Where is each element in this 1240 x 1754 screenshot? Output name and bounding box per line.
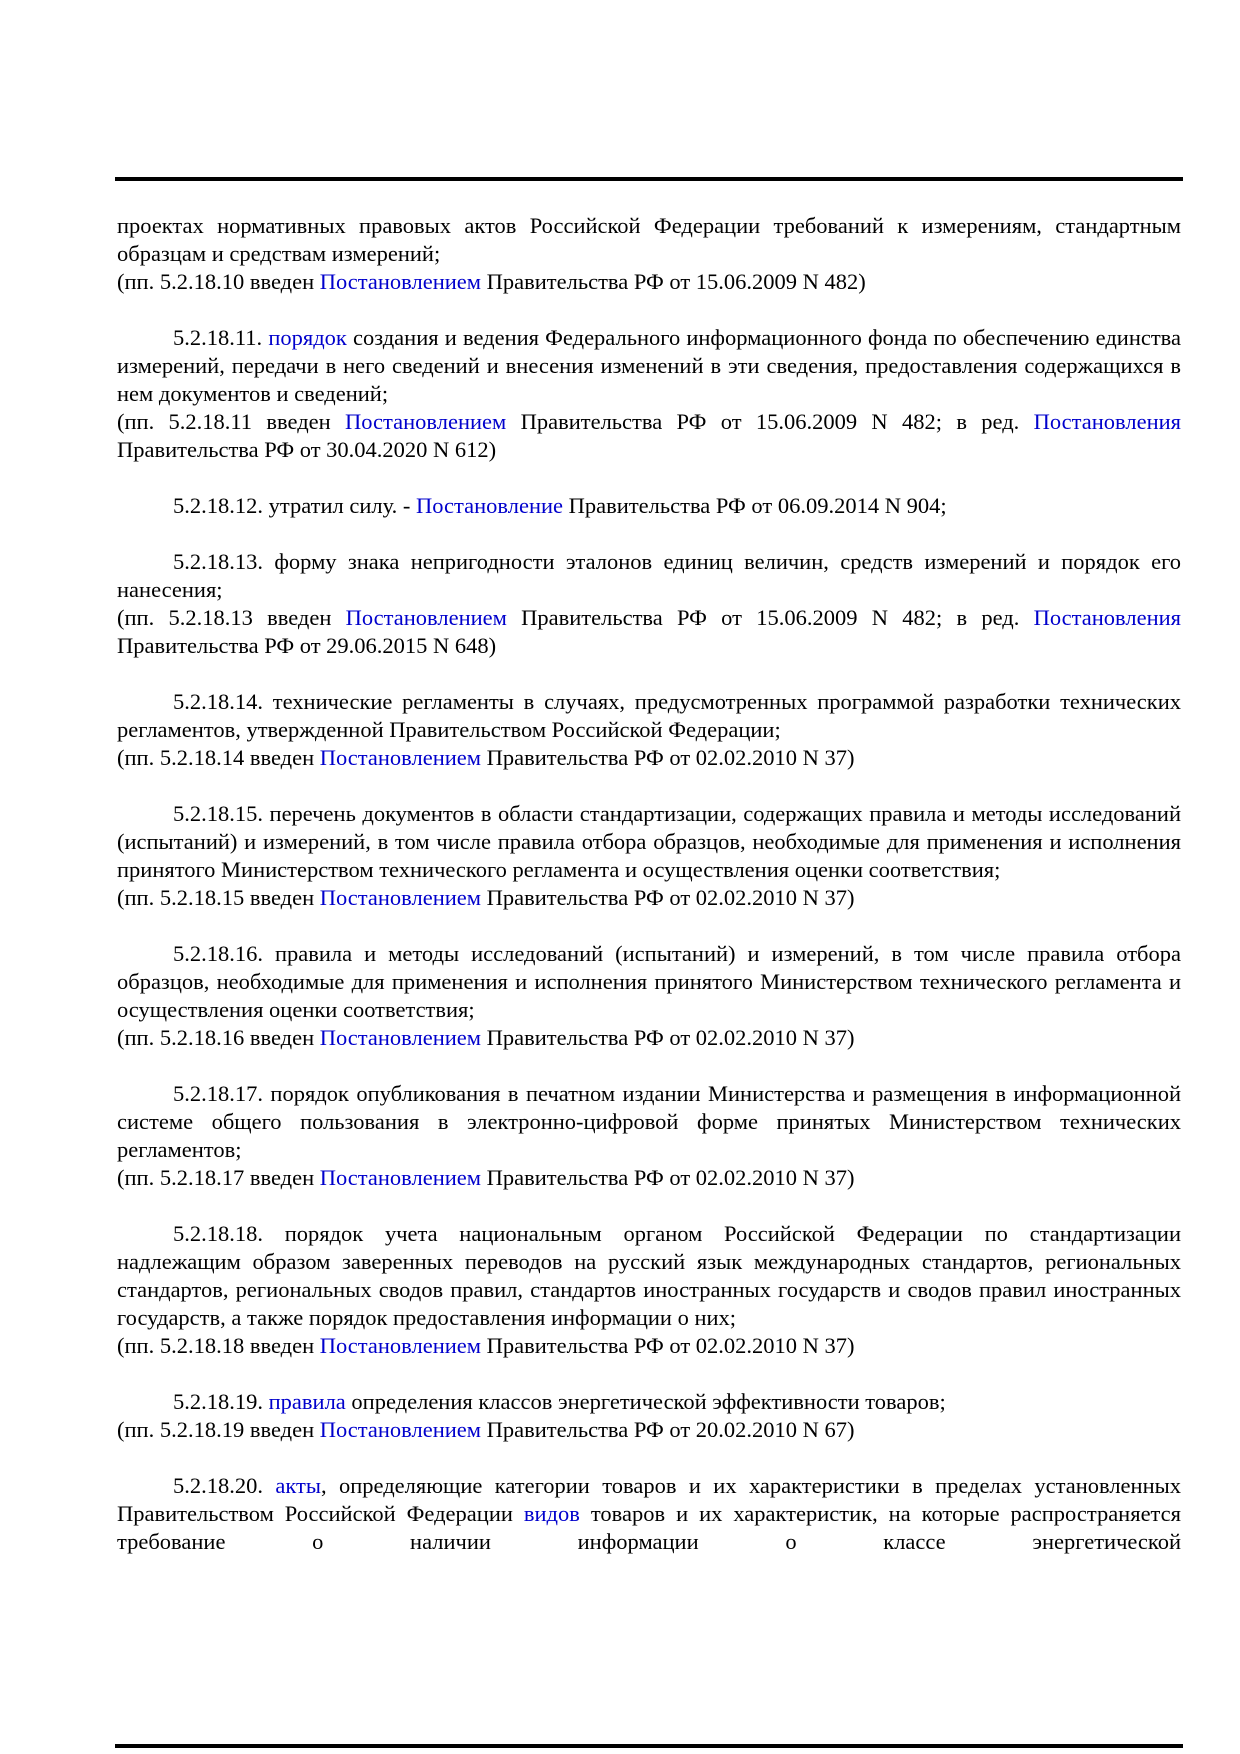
amendment-note (117, 408, 1181, 464)
text-segment: Правительства РФ от 15.06.2009 N 482; в ред. (506, 409, 1034, 434)
document-link[interactable]: акты (275, 1473, 321, 1498)
clause-block (117, 548, 1181, 660)
text-segment: Правительства РФ от 02.02.2010 N 37) (481, 885, 855, 910)
amendment-note (117, 1164, 1181, 1192)
amendment-note (117, 1416, 1181, 1444)
clause-paragraph (117, 1388, 1181, 1416)
text-segment: 5.2.18.13. форму знака непригодности эталонов единиц величин, средств измерений и порядок его нанесения; (117, 549, 1181, 602)
text-segment: (пп. 5.2.18.15 введен (117, 885, 320, 910)
document-link[interactable]: порядок (268, 325, 347, 350)
text-segment: Правительства РФ от 29.06.2015 N 648) (117, 633, 497, 658)
text-segment: 5.2.18.20. (173, 1473, 276, 1498)
document-link[interactable]: Постановлением (319, 1333, 482, 1358)
text-segment: Правительства РФ от 02.02.2010 N 37) (481, 1165, 855, 1190)
document-link[interactable]: Постановлением (319, 745, 482, 770)
document-link[interactable]: Постановлением (319, 1417, 482, 1442)
clause-block (117, 688, 1181, 772)
clause-block (117, 324, 1181, 464)
document-link[interactable]: Постановлением (345, 409, 507, 434)
clause-paragraph (117, 940, 1181, 1024)
amendment-note (117, 884, 1181, 912)
clause-block (117, 1388, 1181, 1444)
clause-paragraph (117, 548, 1181, 604)
clause-block (117, 1220, 1181, 1360)
clause-paragraph (117, 800, 1181, 884)
text-segment: (пп. 5.2.18.14 введен (117, 745, 320, 770)
amendment-note (117, 604, 1181, 660)
text-segment: 5.2.18.14. технические регламенты в случаях, предусмотренных программой разработки технических регламентов, утвержденной Правительством Российской Федерации; (117, 689, 1181, 742)
amendment-note (117, 1332, 1181, 1360)
amendment-note (117, 268, 1181, 296)
text-segment: (пп. 5.2.18.18 введен (117, 1333, 320, 1358)
document-link[interactable]: видов (523, 1501, 580, 1526)
text-segment: 5.2.18.15. перечень документов в области стандартизации, содержащих правила и методы исследований (испытаний) и измерений, в том числе правила отбора образцов, необходимые для применения и исполнения принятого Министерством технического регламента и осуществления оценки соответствия; (117, 801, 1181, 882)
clause-paragraph (117, 492, 1181, 520)
text-segment: (пп. 5.2.18.11 введен (117, 409, 345, 434)
text-segment: 5.2.18.11. (173, 325, 269, 350)
text-segment: Правительства РФ от 15.06.2009 N 482) (481, 269, 866, 294)
clause-block (117, 1472, 1181, 1556)
clause-block (117, 800, 1181, 912)
clause-block (117, 1080, 1181, 1192)
text-segment: (пп. 5.2.18.19 введен (117, 1417, 320, 1442)
clause-block (117, 940, 1181, 1052)
text-segment: определения классов энергетической эффективности товаров; (345, 1389, 946, 1414)
text-segment: (пп. 5.2.18.16 введен (117, 1025, 320, 1050)
document-link[interactable]: Постановления (1033, 605, 1182, 630)
text-segment: (пп. 5.2.18.10 введен (117, 269, 320, 294)
amendment-note (117, 744, 1181, 772)
clause-paragraph (117, 688, 1181, 744)
text-segment: Правительства РФ от 02.02.2010 N 37) (481, 745, 855, 770)
clause-paragraph (117, 324, 1181, 408)
text-segment: создания и ведения Федерального информационного фонда по обеспечению единства измерений, передачи в него сведений и внесения изменений в эти сведения, предоставления содержащихся в нем документов и сведений; (117, 325, 1181, 406)
text-segment: Правительства РФ от 15.06.2009 N 482; в ред. (506, 605, 1034, 630)
document-link[interactable]: Постановления (1033, 409, 1182, 434)
text-segment: Правительства РФ от 06.09.2014 N 904; (563, 493, 947, 518)
text-segment: , определяющие категории товаров и их характеристики в пределах установленных Правительством Российской Федерации (117, 1473, 1181, 1526)
clause-paragraph (117, 212, 1181, 268)
text-segment: 5.2.18.17. порядок опубликования в печатном издании Министерства и размещения в информационной системе общего пользования в электронно-цифровой форме принятых Министерством технических регламентов; (117, 1081, 1181, 1162)
text-segment: товаров и их характеристик, на которые распространяется требование о наличии информации о классе энергетической (117, 1501, 1182, 1554)
clause-block (117, 492, 1181, 520)
clause-block (117, 212, 1181, 296)
document-link[interactable]: Постановление (416, 493, 564, 518)
document-link[interactable]: Постановлением (319, 885, 482, 910)
clause-paragraph (117, 1080, 1181, 1164)
document-link[interactable]: Постановлением (319, 1025, 482, 1050)
text-segment: Правительства РФ от 20.02.2010 N 67) (481, 1417, 855, 1442)
text-segment: 5.2.18.12. утратил силу. - (173, 493, 416, 518)
document-link[interactable]: правила (268, 1389, 346, 1414)
clause-paragraph (117, 1472, 1181, 1556)
footer-rule (115, 1744, 1183, 1748)
text-segment: 5.2.18.18. порядок учета национальным органом Российской Федерации по стандартизации надлежащим образом заверенных переводов на русский язык международных стандартов, региональных стандартов, региональных сводов правил, стандартов иностранных государств и сводов правил иностранных государств, а также порядок предоставления информации о них; (117, 1221, 1181, 1330)
text-segment: Правительства РФ от 30.04.2020 N 612) (117, 437, 497, 462)
text-segment: Правительства РФ от 02.02.2010 N 37) (481, 1333, 855, 1358)
document-link[interactable]: Постановлением (319, 269, 482, 294)
clause-paragraph (117, 1220, 1181, 1332)
amendment-note (117, 1024, 1181, 1052)
text-segment: (пп. 5.2.18.13 введен (117, 605, 346, 630)
text-segment: 5.2.18.19. (173, 1389, 269, 1414)
header-rule (115, 177, 1183, 181)
document-link[interactable]: Постановлением (319, 1165, 482, 1190)
text-segment: проектах нормативных правовых актов Российской Федерации требований к измерениям, стандартным образцам и средствам измерений; (117, 213, 1181, 266)
text-segment: 5.2.18.16. правила и методы исследований (испытаний) и измерений, в том числе правила отбора образцов, необходимые для применения и исполнения принятого Министерством технического регламента и осуществления оценки соответствия; (117, 941, 1181, 1022)
document-link[interactable]: Постановлением (345, 605, 507, 630)
text-segment: Правительства РФ от 02.02.2010 N 37) (481, 1025, 855, 1050)
document-body (117, 212, 1181, 1584)
text-segment: (пп. 5.2.18.17 введен (117, 1165, 320, 1190)
